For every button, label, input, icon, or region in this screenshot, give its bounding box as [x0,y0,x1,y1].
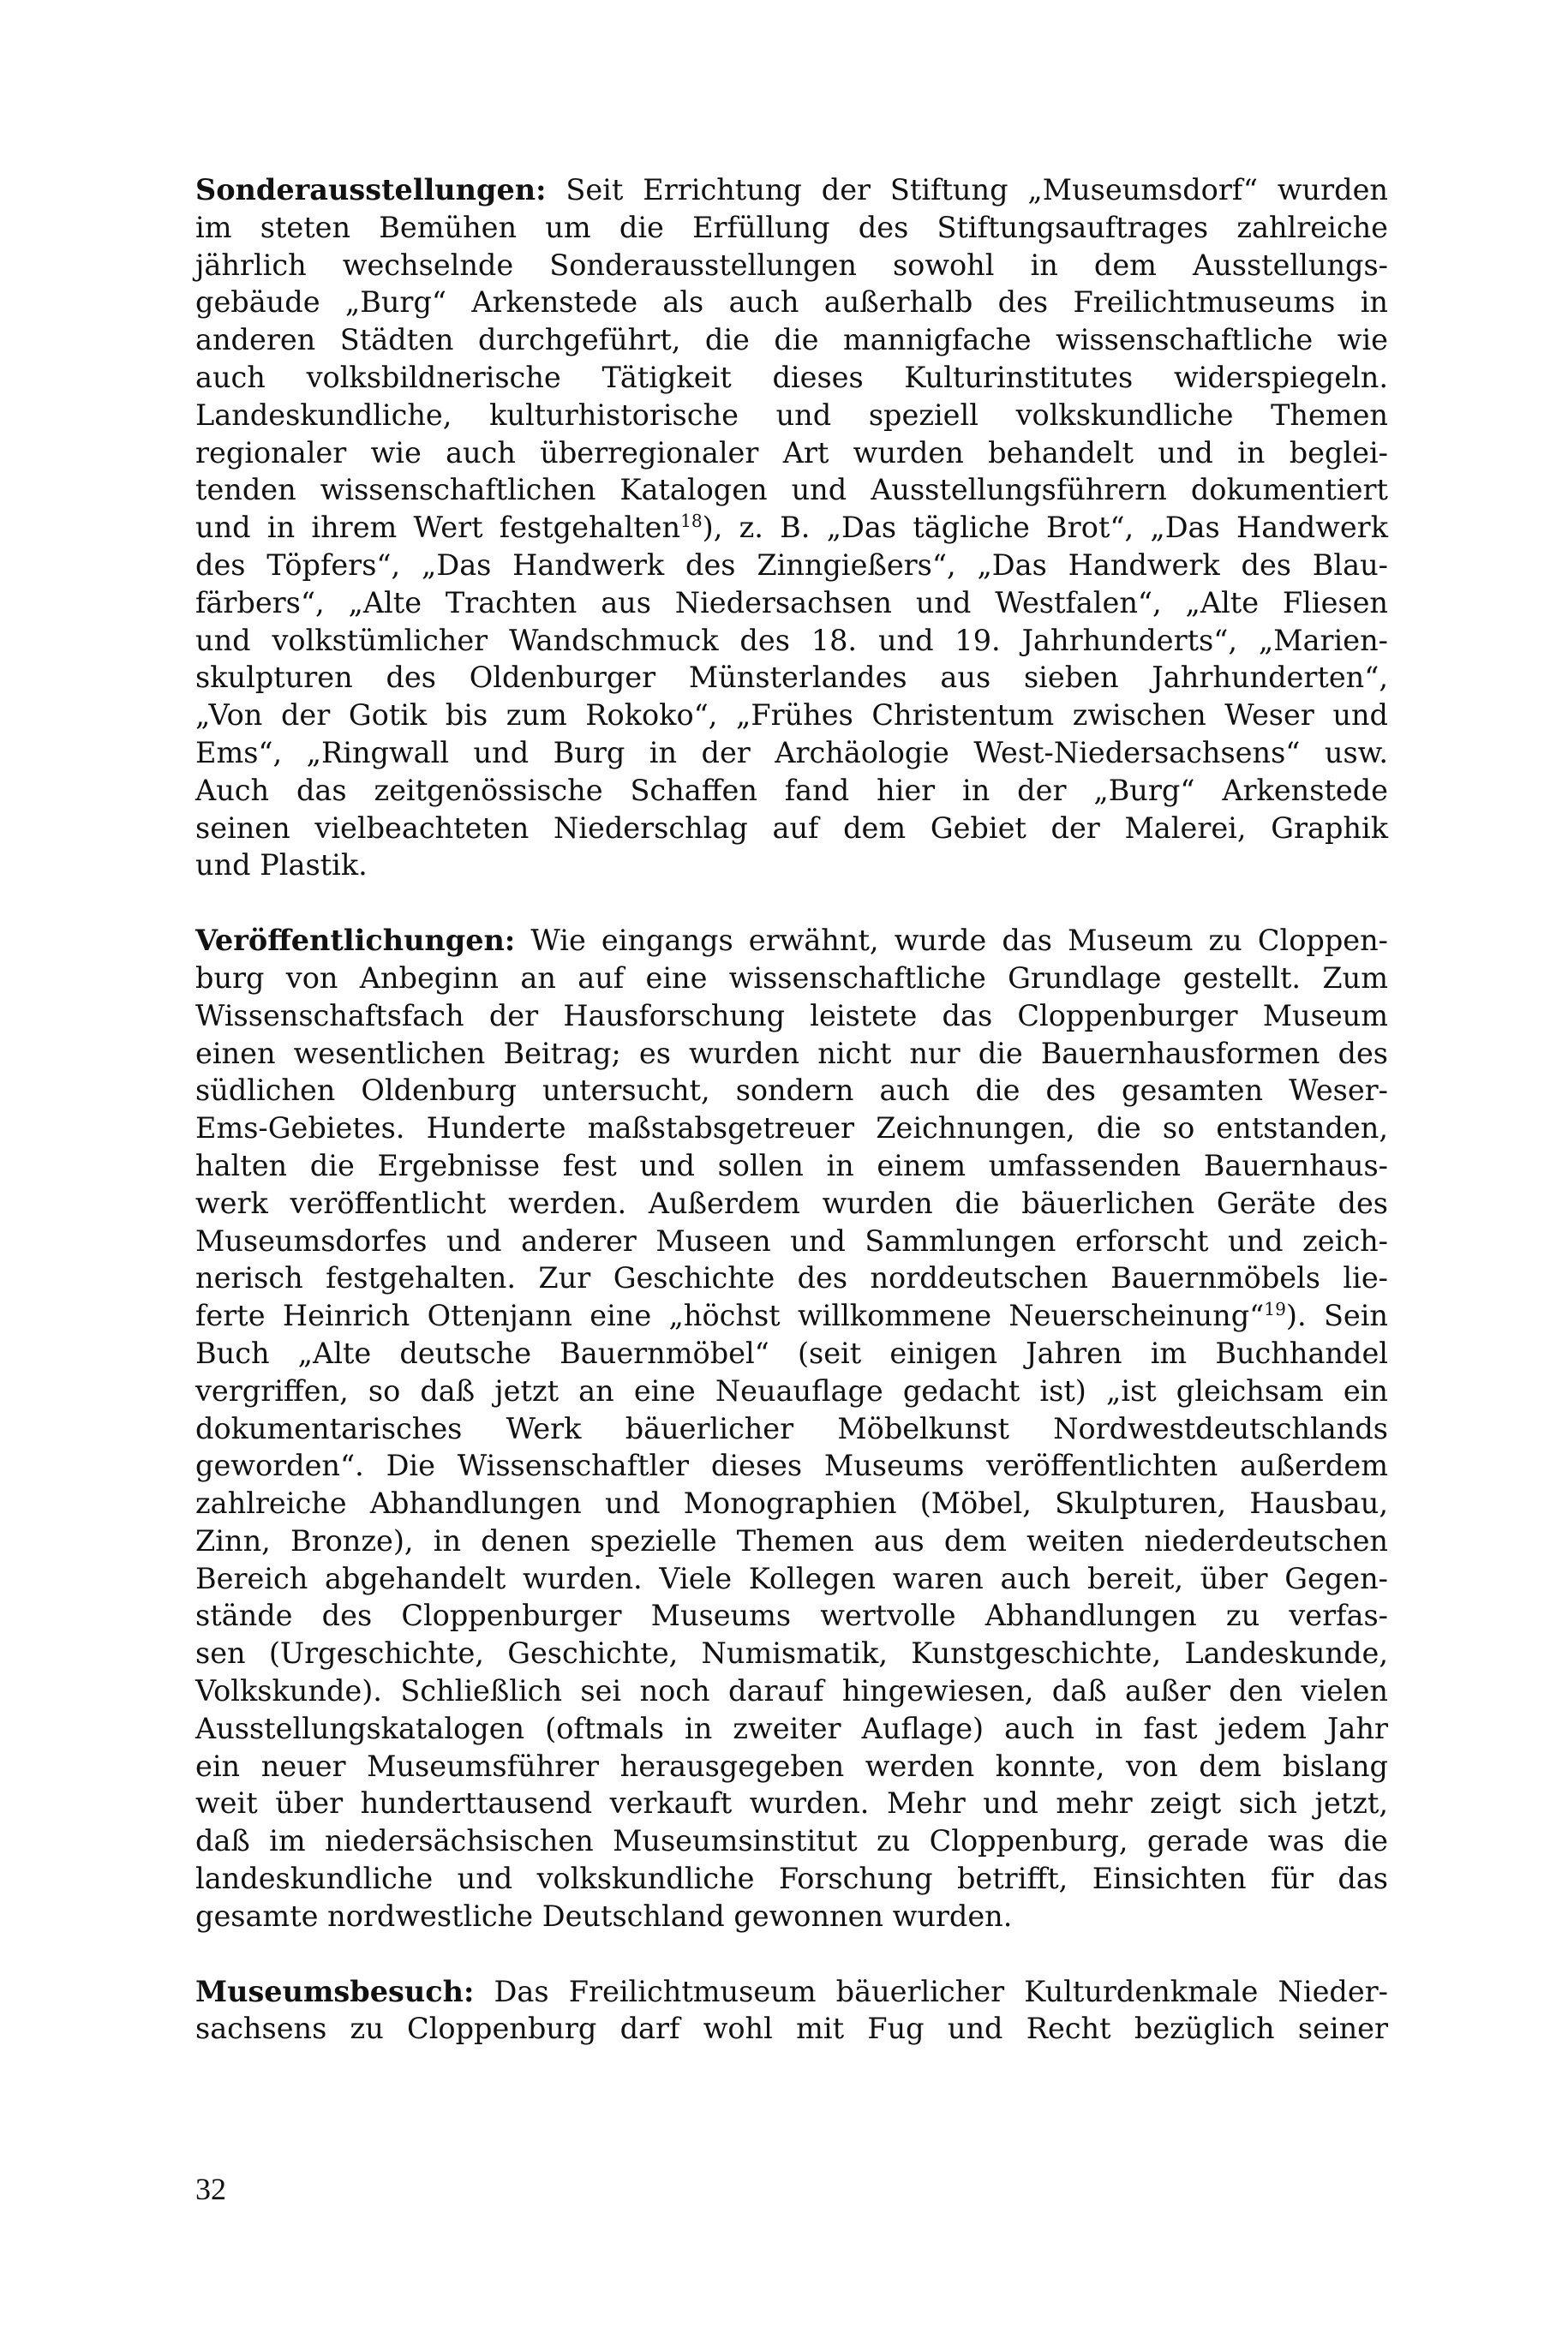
paragraph-gap [195,884,1388,922]
text-line: tenden wissenschaftlichen Katalogen und Ausstellungsführern dokumentiert [195,473,1388,507]
text-line: Veröffentlichungen: Wie eingangs erwähnt, wurde das Museum zu Cloppen- [195,924,1388,958]
text-line: im steten Bemühen um die Erfüllung des Stiftungsauftrages zahlreiche [195,210,1388,244]
text-line: stände des Cloppenburger Museums wertvolle Abhandlungen zu verfas- [195,1599,1388,1633]
text-line: regionaler wie auch überregionaler Art wurden behandelt und in beglei- [195,435,1388,470]
text-line: Bereich abgehandelt wurden. Viele Kollegen waren auch bereit, über Gegen- [195,1561,1388,1595]
text-line: Buch „Alte deutsche Bauernmöbel“ (seit einigen Jahren im Buchhandel [195,1336,1388,1370]
text-line: ferte Heinrich Ottenjann eine „höchst willkommene Neuerscheinung“$^{19}$). Sein [195,1298,1389,1333]
text-line: ein neuer Museumsführer herausgegeben werden konnte, von dem bislang [195,1749,1388,1783]
text-line: färbers“, „Alte Trachten aus Niedersachsen und Westfalen“, „Alte Fliesen [195,585,1388,619]
text-line: gebäude „Burg“ Arkenstede als auch außerhalb des Freilichtmuseums in [195,285,1388,320]
text-line: burg von Anbeginn an auf eine wissenschaftliche Grundlage gestellt. Zum [195,960,1388,995]
text-line: Zinn, Bronze), in denen spezielle Themen aus dem weiten niederdeutschen [195,1523,1388,1558]
text-line: Museumsdorfes und anderer Museen und Sammlungen erforscht und zeich- [195,1223,1388,1258]
paragraph-veroeffentlichungen [195,922,1388,1935]
text-line: Volkskunde). Schließlich sei noch darauf hingewiesen, daß außer den vielen [195,1674,1388,1708]
section-heading: Veröffentlichungen: [195,924,516,958]
text-line: und in ihrem Wert festgehalten$^{18}$), z. B. „Das tägliche Brot“, „Das Handwerk [195,511,1388,545]
paragraph-sonderausstellungen [195,171,1388,884]
text-line: nerisch festgehalten. Zur Geschichte des norddeutschen Bauernmöbels lie- [195,1261,1388,1295]
text-line: Ausstellungskatalogen (oftmals in zweiter Auflage) auch in fast jedem Jahr [195,1711,1388,1745]
text-line: weit über hunderttausend verkauft wurden. Mehr und mehr zeigt sich jetzt, [195,1786,1388,1821]
footnote-reference: 18 [680,511,703,532]
text-line: gesamte nordwestliche Deutschland gewonnen wurden. [195,1899,1013,1933]
text-line: zahlreiche Abhandlungen und Monographien (Möbel, Skulpturen, Hausbau, [195,1487,1388,1521]
text-line: südlichen Oldenburg untersucht, sondern auch die des gesamten Weser- [195,1074,1388,1108]
text-line: und Plastik. [195,848,368,882]
text-line: Museumsbesuch: Das Freilichtmuseum bäuerlicher Kulturdenkmale Nieder- [195,1974,1388,2008]
text-line: des Töpfers“, „Das Handwerk des Zinngießers“, „Das Handwerk des Blau- [195,547,1388,582]
text-line: und volkstümlicher Wandschmuck des 18. und 19. Jahrhunderts“, „Marien- [195,623,1388,657]
text-line: landeskundliche und volkskundliche Forschung betrifft, Einsichten für das [195,1862,1388,1896]
section-heading: Sonderausstellungen: [195,173,547,206]
text-line: halten die Ergebnisse fest und sollen in einem umfassenden Bauernhaus- [195,1148,1388,1182]
text-line: dokumentarisches Werk bäuerlicher Möbelkunst Nordwestdeutschlands [195,1411,1388,1445]
document-page [195,171,1388,2048]
text-line: skulpturen des Oldenburger Münsterlandes aus sieben Jahrhunderten“, [195,661,1388,695]
text-line: seinen vielbeachteten Niederschlag auf dem Gebiet der Malerei, Graphik [195,811,1388,845]
page-number: 32 [195,2172,226,2206]
paragraph-museumsbesuch [195,1973,1388,2049]
text-line: „Von der Gotik bis zum Rokoko“, „Frühes Christentum zwischen Weser und [195,698,1388,733]
text-line: sachsens zu Cloppenburg darf wohl mit Fug und Recht bezüglich seiner [195,2012,1388,2046]
text-line: Sonderausstellungen: Seit Errichtung der Stiftung „Museumsdorf“ wurden [195,173,1388,206]
footnote-reference: 19 [1264,1298,1286,1319]
text-line: auch volksbildnerische Tätigkeit dieses Kulturinstitutes widerspiegeln. [195,360,1388,394]
text-line: Wissenschaftsfach der Hausforschung leistete das Cloppenburger Museum [195,998,1388,1032]
text-line: jährlich wechselnde Sonderausstellungen sowohl in dem Ausstellungs- [195,248,1388,282]
paragraph-gap [195,1935,1388,1973]
text-line: Auch das zeitgenössische Schaffen fand hier in der „Burg“ Arkenstede [195,773,1388,807]
text-line: Landeskundliche, kulturhistorische und speziell volkskundliche Themen [195,398,1388,432]
text-line: vergriffen, so daß jetzt an eine Neuauflage gedacht ist) „ist gleichsam ein [195,1373,1388,1408]
text-line: einen wesentlichen Beitrag; es wurden nicht nur die Bauernhausformen des [195,1036,1388,1070]
text-line: werk veröffentlicht werden. Außerdem wurden die bäuerlichen Geräte des [195,1186,1388,1220]
text-line: anderen Städten durchgeführt, die die mannigfache wissenschaftliche wie [195,323,1388,357]
text-line: Ems“, „Ringwall und Burg in der Archäologie West-Niedersachsens“ usw. [195,735,1388,769]
text-line: daß im niedersächsischen Museumsinstitut zu Cloppenburg, gerade was die [195,1824,1388,1858]
text-line: sen (Urgeschichte, Geschichte, Numismatik, Kunstgeschichte, Landeskunde, [195,1636,1388,1671]
section-heading: Museumsbesuch: [195,1974,475,2008]
text-line: Ems-Gebietes. Hunderte maßstabsgetreuer Zeichnungen, die so entstanden, [195,1111,1388,1146]
text-line: geworden“. Die Wissenschaftler dieses Museums veröffentlichten außerdem [195,1449,1388,1483]
